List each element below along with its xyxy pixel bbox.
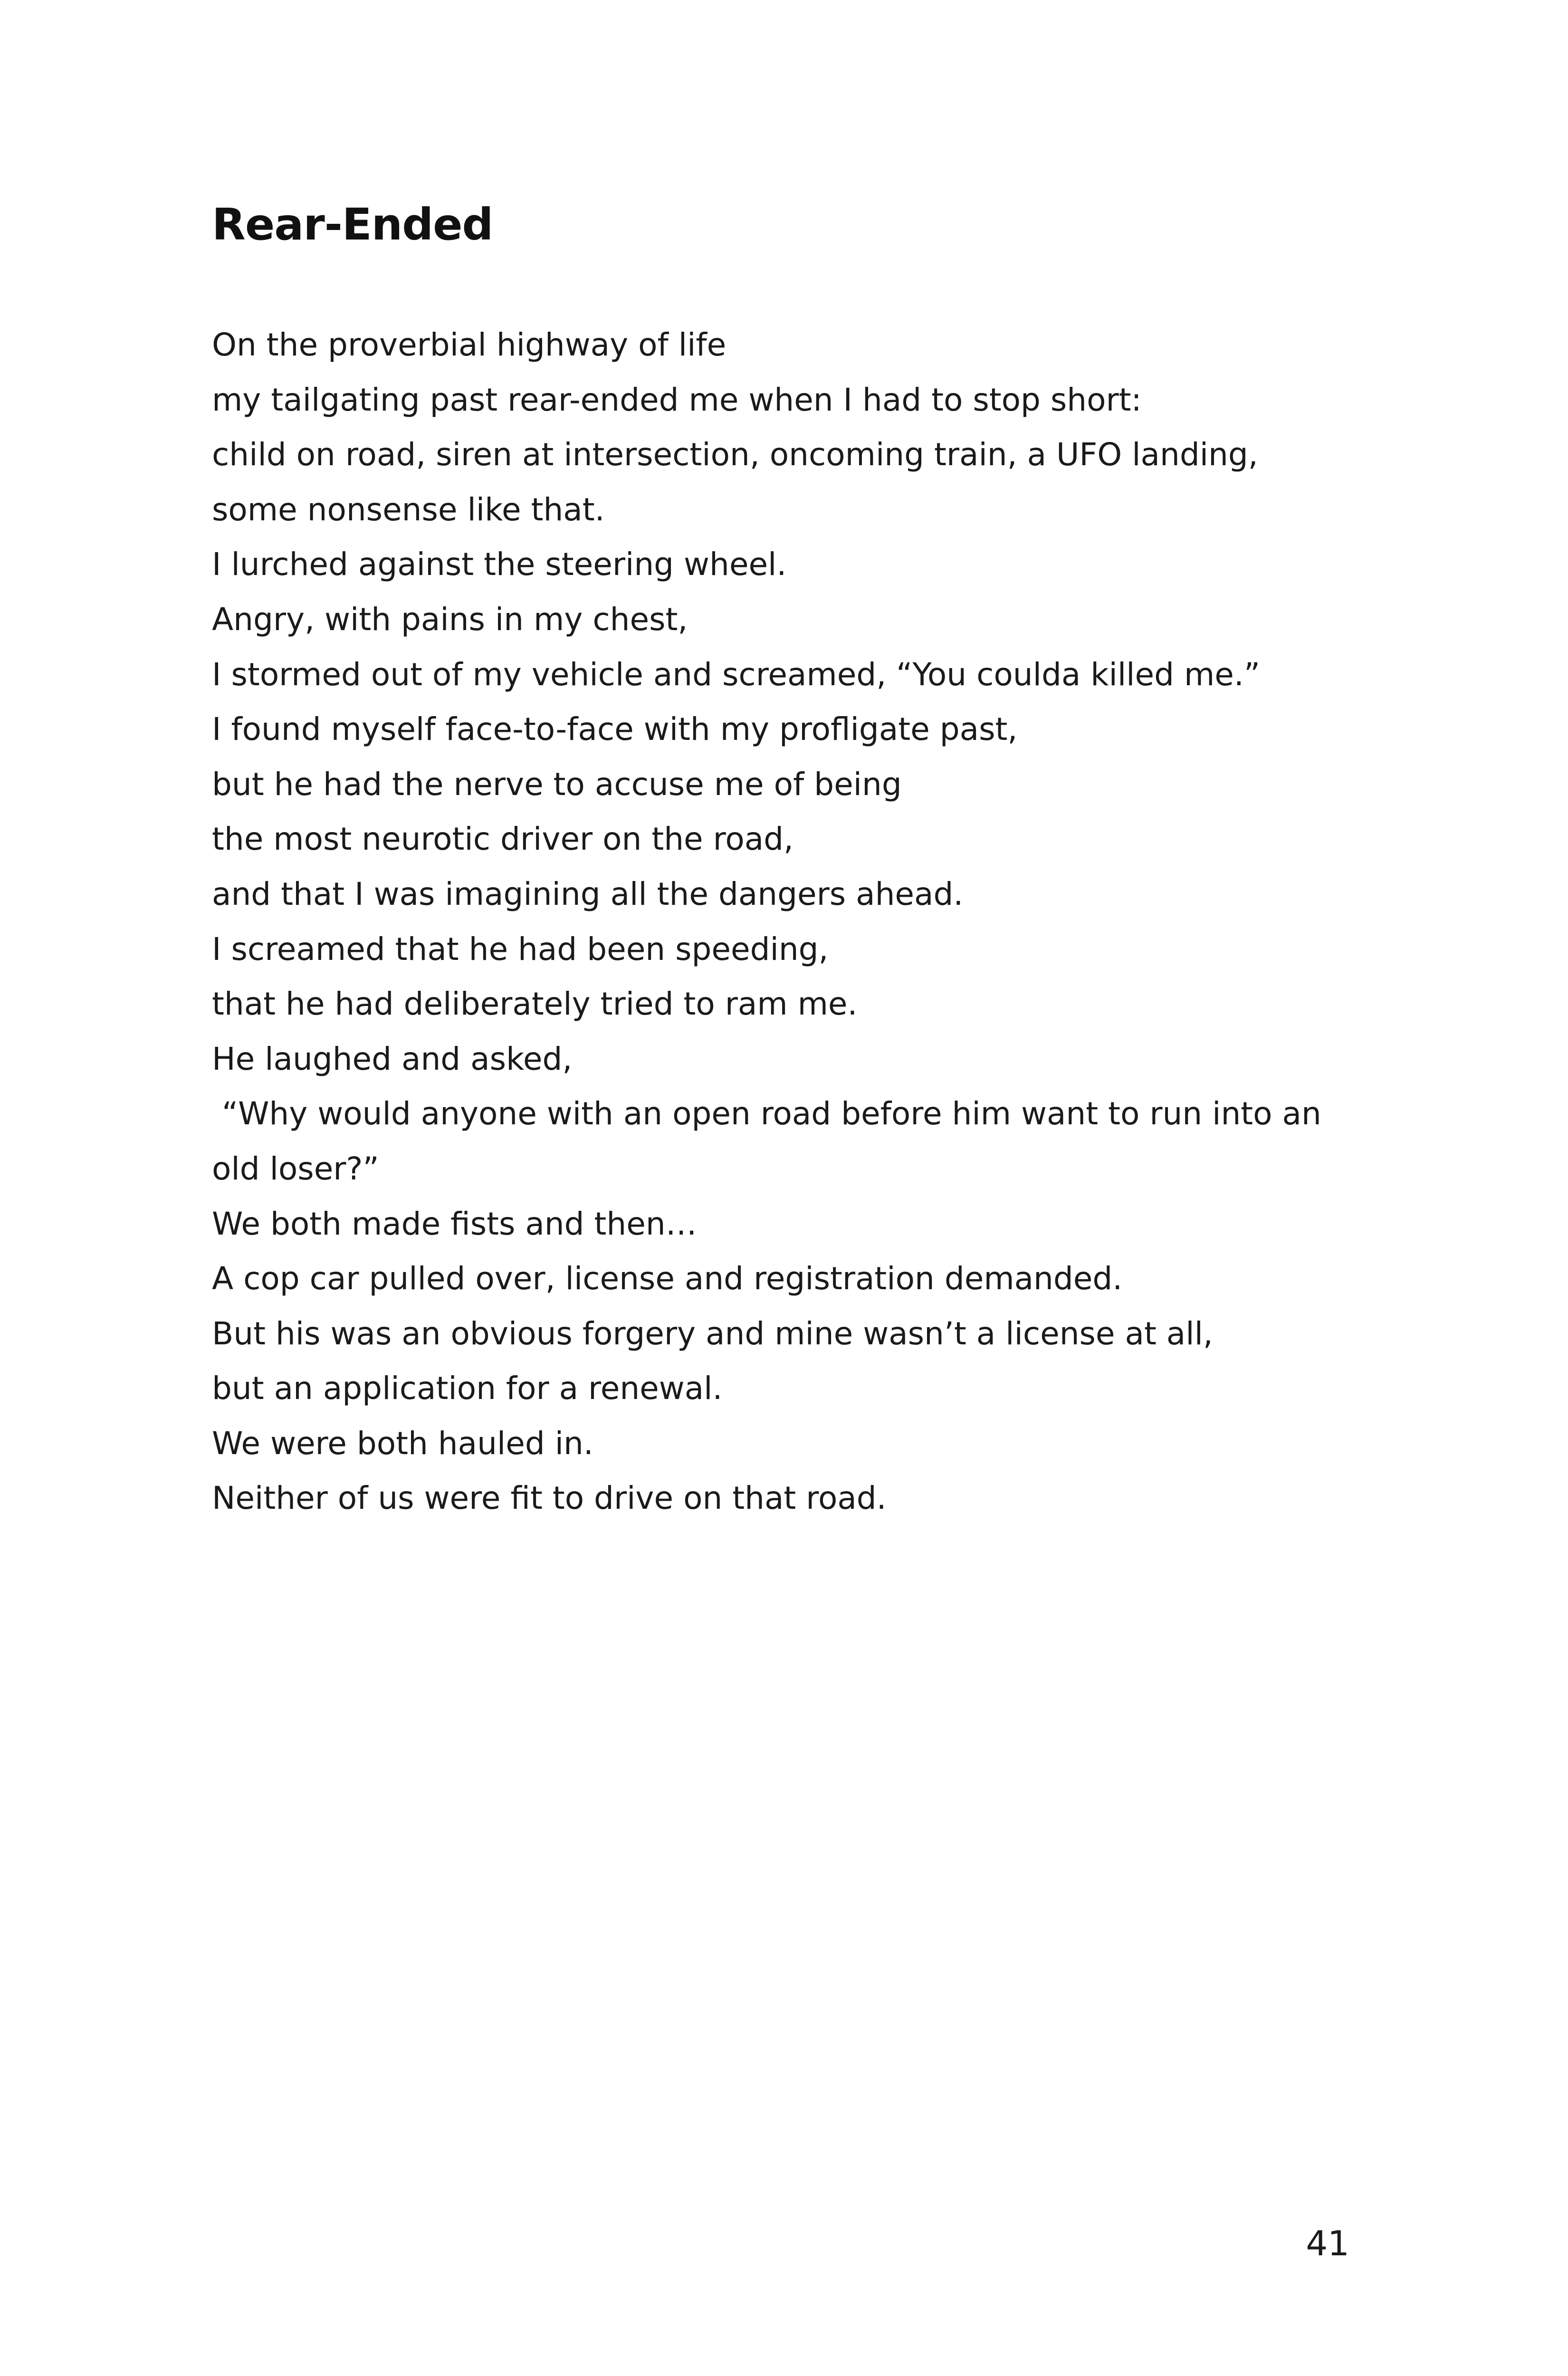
poem-line: my tailgating past rear-ended me when I had to stop short:	[212, 381, 1142, 418]
poem-line: Neither of us were fit to drive on that road.	[212, 1480, 887, 1517]
poem-line: old loser?”	[212, 1150, 379, 1187]
poem-line: I lurched against the steering wheel.	[212, 546, 787, 583]
poem-line: A cop car pulled over, license and registration demanded.	[212, 1260, 1123, 1297]
poem-line: “Why would anyone with an open road before him want to run into an	[212, 1095, 1321, 1132]
poem-title: Rear-Ended	[212, 199, 493, 250]
poem-line: some nonsense like that.	[212, 491, 605, 528]
poem-line: We both made fists and then…	[212, 1205, 697, 1242]
poem-line: I stormed out of my vehicle and screamed, “You coulda killed me.”	[212, 656, 1261, 693]
poem-line: But his was an obvious forgery and mine wasn’t a license at all,	[212, 1315, 1213, 1352]
poem-line: I found myself face-to-face with my profligate past,	[212, 711, 1018, 748]
poem-body	[212, 317, 1400, 1526]
poem-line: Angry, with pains in my chest,	[212, 601, 688, 638]
poem-line: He laughed and asked,	[212, 1040, 573, 1077]
poem-line: child on road, siren at intersection, oncoming train, a UFO landing,	[212, 436, 1258, 473]
poem-line: but he had the nerve to accuse me of being	[212, 766, 902, 803]
poem-line: but an application for a renewal.	[212, 1370, 723, 1407]
poem-line: the most neurotic driver on the road,	[212, 821, 794, 858]
poem-line: I screamed that he had been speeding,	[212, 930, 829, 968]
poem-line: that he had deliberately tried to ram me.	[212, 986, 858, 1023]
poem-line: On the proverbial highway of life	[212, 326, 727, 363]
page-number: 41	[1306, 2223, 1349, 2263]
poem-line: and that I was imagining all the dangers ahead.	[212, 875, 964, 912]
poem-line: We were both hauled in.	[212, 1425, 593, 1462]
